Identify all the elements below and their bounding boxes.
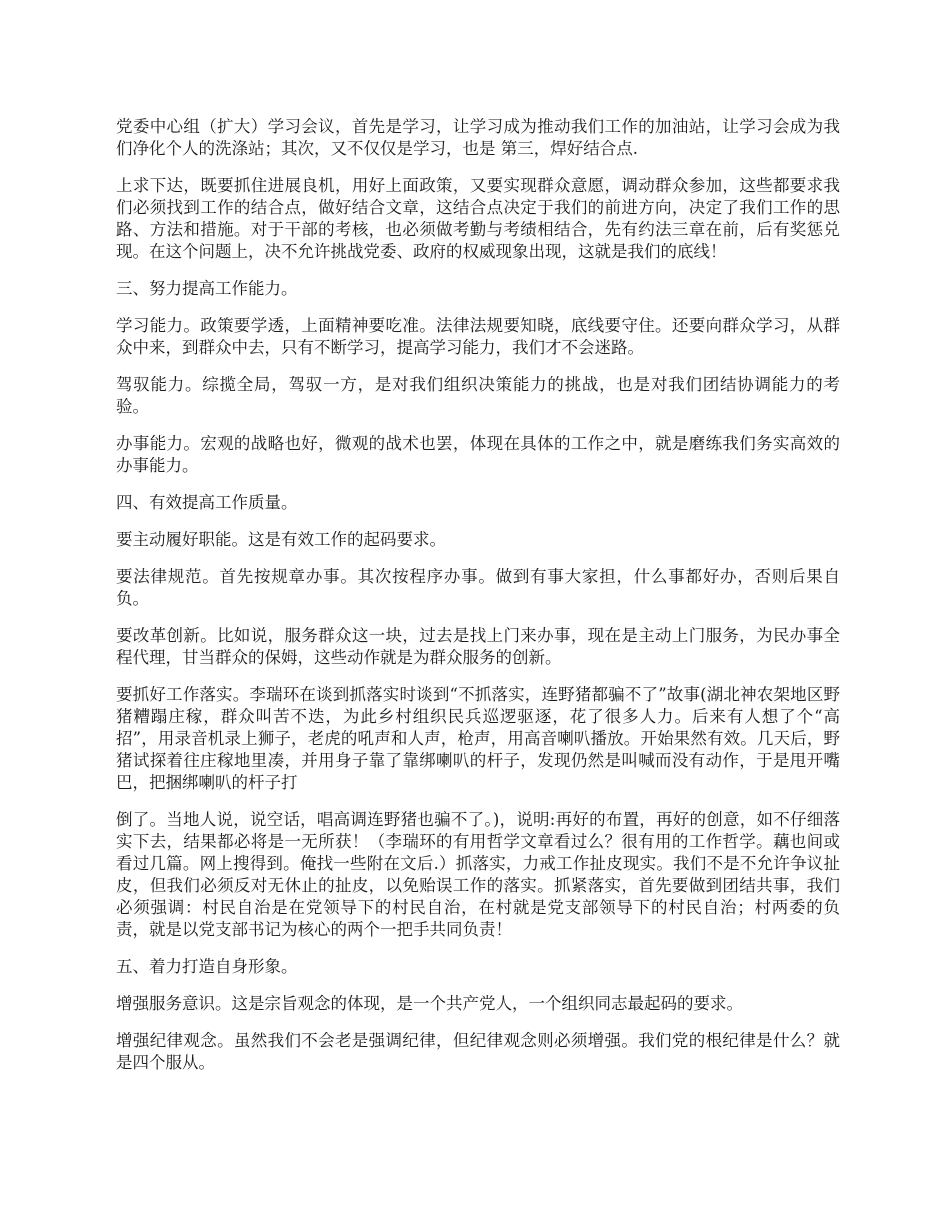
paragraph-reform-innovation: 要改革创新。比如说，服务群众这一块，过去是找上门来办事，现在是主动上门服务，为民办事全程代理，甘当群众的保姆，这些动作就是为群众服务的创新。 [116,626,840,667]
paragraph-implementation-story: 要抓好工作落实。李瑞环在谈到抓落实时谈到“不抓落实，连野猪都骗不了”故事(湖北神农架地区野猪糟蹋庄稼，群众叫苦不迭，为此乡村组织民兵巡逻驱逐，花了很多人力。后来有人想了个“高招”，用录音机录上狮子，老虎的吼声和人声，枪声，用高音喇叭播放。开始果然有效。几天后，野猪试探着往庄稼地里凑，并用身子靠了靠绑喇叭的杆子，发现仍然是叫喊而没有动作，于是甩开嘴巴，把捆绑喇叭的杆子打 [116,685,840,792]
paragraph-combine-point-intro: 党委中心组（扩大）学习会议，首先是学习，让学习成为推动我们工作的加油站，让学习会成为我们净化个人的洗涤站；其次，又不仅仅是学习，也是 第三，焊好结合点. [116,117,840,158]
section-heading-self-image: 五、着力打造自身形象。 [116,957,298,976]
paragraph-implementation-conclusion: 倒了。当地人说，说空话，唱高调连野猪也骗不了。)，说明:再好的布置，再好的创意，如不仔细落实下去，结果都必将是一无所获！（李瑞环的有用哲学文章看过么？很有用的工作哲学。藕也间或看过几篇。网上搜得到。俺找一些附在文后.）抓落实，力戒工作扯皮现实。我们不是不允许争议扯皮，但我们必须反对无休止的扯皮，以免贻误工作的落实。抓紧落实，首先要做到团结共事，我们必须强调：村民自治是在党领导下的村民自治，在村就是党支部领导下的村民自治；村两委的负责，就是以党支部书记为核心的两个一把手共同负责！ [116,810,840,939]
paragraph-control-ability: 驾驭能力。综揽全局，驾驭一方，是对我们组织决策能力的挑战，也是对我们团结协调能力的考验。 [116,375,840,416]
paragraph-combine-point-body: 上求下达，既要抓住进展良机，用好上面政策，又要实现群众意愿，调动群众参加，这些都要求我们必须找到工作的结合点，做好结合文章，这结合点决定于我们的前进方向，决定了我们工作的思路、方法和措施。对于干部的考核，也必须做考勤与考绩相结合，先有约法三章在前，后有奖惩兑现。在这个问题上，决不允许挑战党委、政府的权威现象出现，这就是我们的底线！ [116,176,840,261]
paragraph-fulfil-duties: 要主动履好职能。这是有效工作的起码要求。 [116,530,446,549]
section-heading-work-quality: 四、有效提高工作质量。 [116,493,298,512]
document-page [116,116,840,1089]
paragraph-handling-ability: 办事能力。宏观的战略也好，微观的战术也罢，体现在具体的工作之中，就是磨练我们务实高效的办事能力。 [116,434,840,475]
paragraph-legal-standards: 要法律规范。首先按规章办事。其次按程序办事。做到有事大家担，什么事都好办，否则后果自负。 [116,567,840,608]
paragraph-service-awareness: 增强服务意识。这是宗旨观念的体现，是一个共产党人，一个组织同志最起码的要求。 [116,994,743,1013]
paragraph-discipline: 增强纪律观念。虽然我们不会老是强调纪律，但纪律观念则必须增强。我们党的根纪律是什么？就是四个服从。 [116,1031,840,1072]
paragraph-learning-ability: 学习能力。政策要学透，上面精神要吃准。法律法规要知晓，底线要守住。还要向群众学习，从群众中来，到群众中去，只有不断学习，提高学习能力，我们才不会迷路。 [116,316,840,357]
section-heading-work-ability: 三、努力提高工作能力。 [116,279,298,298]
